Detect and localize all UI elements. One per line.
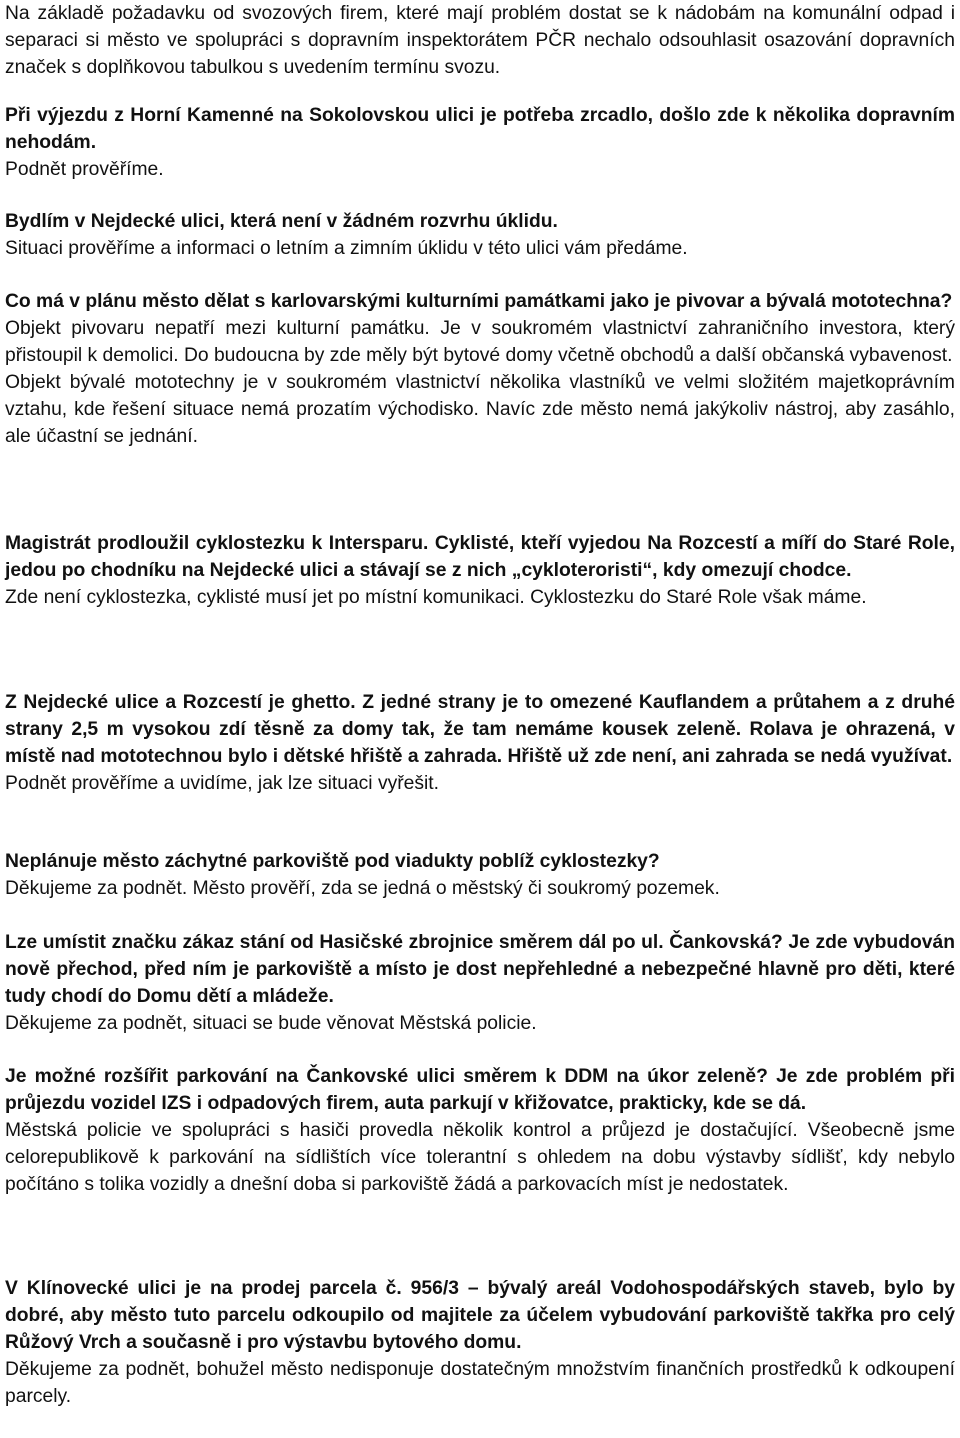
question-text: Co má v plánu město dělat s karlovarskými kulturními památkami jako je pivovar a bývalá mototechna? [5, 291, 953, 312]
answer-text: Děkujeme za podnět, bohužel město nedisponuje dostatečným množstvím finančních prostředků k odkoupení parcely. [5, 1359, 955, 1407]
question-text: V Klínovecké ulici je na prodej parcela č. 956/3 – bývalý areál Vodohospodářských staveb, bylo by dobré, aby město tuto parcelu odkoupilo od majitele za účelem vybudování parkoviště takřka pro celý Růžový Vrch a současně i pro výstavbu bytového domu. [5, 1278, 955, 1353]
qa-item-ghetto [5, 689, 955, 797]
question-text: Lze umístit značku zákaz stání od Hasičské zbrojnice směrem dál po ul. Čankovská? Je zde vybudován nově přechod, před ním je parkoviště a místo je dost nepřehledné a nebezpečné hlavně pro děti, které tudy chodí do Domu dětí a mládeže. [5, 932, 955, 1007]
question-text: Z Nejdecké ulice a Rozcestí je ghetto. Z jedné strany je to omezené Kauflandem a průtahem a z druhé strany 2,5 m vysokou zdí těsně za domy tak, že tam nemáme kousek zeleně. Rolava je ohrazená, v místě nad mototechnou bylo i dětské hřiště a zahrada. Hřiště už zde není, ani zahrada se nedá využívat. [5, 692, 955, 767]
qa-item-no-parking-sign [5, 929, 955, 1037]
answer-text: Podnět prověříme a uvidíme, jak lze situaci vyřešit. [5, 773, 440, 794]
answer-text: Zde není cyklostezka, cyklisté musí jet po místní komunikaci. Cyklostezku do Staré Role však máme. [5, 587, 867, 608]
answer-text: Děkujeme za podnět. Město prověří, zda se jedná o městský či soukromý pozemek. [5, 878, 720, 899]
question-text: Při výjezdu z Horní Kamenné na Sokolovskou ulici je potřeba zrcadlo, došlo zde k několika dopravním nehodám. [5, 105, 955, 153]
answer-text: Podnět prověříme. [5, 159, 164, 180]
qa-item-mirror [5, 102, 955, 183]
answer-text-continued: Objekt bývalé mototechny je v soukromém vlastnictví několika vlastníků ve velmi složitém majetkoprávním vztahu, kde řešení situace nemá prozatím východisko. Navíc zde město nemá jakýkoliv nástroj, aby zasáhlo, ale účastní se jednání. [5, 372, 955, 447]
question-text: Magistrát prodloužil cyklostezku k Intersparu. Cyklisté, kteří vyjedou Na Rozcestí a míří do Staré Role, jedou po chodníku na Nejdecké ulici a stávají se z nich „cykloteroristi“, kdy omezují chodce. [5, 533, 955, 581]
question-text: Bydlím v Nejdecké ulici, která není v žádném rozvrhu úklidu. [5, 211, 558, 232]
answer-text: Objekt pivovaru nepatří mezi kulturní památku. Je v soukromém vlastnictví zahraničního investora, který přistoupil k demolici. Do budoucna by zde měly být bytové domy včetně obchodů a další občanská vybavenost. [5, 318, 955, 366]
answer-text: Situaci prověříme a informaci o letním a zimním úklidu v této ulici vám předáme. [5, 238, 688, 259]
question-text: Neplánuje město záchytné parkoviště pod viadukty poblíž cyklostezky? [5, 851, 660, 872]
qa-item-parcel [5, 1275, 955, 1410]
answer-text: Městská policie ve spolupráci s hasiči provedla několik kontrol a průjezd je dostačující. Všeobecně jsme celorepublikově k parkování na sídlištích více tolerantní s ohledem na dobu výstavby sídlišť, kdy nebylo počítáno s tolika vozidly a dnešní doba si parkoviště žádá a parkovacích míst je nedostatek. [5, 1120, 955, 1195]
answer-text: Děkujeme za podnět, situaci se bude věnovat Městská policie. [5, 1013, 537, 1034]
qa-item-cleaning [5, 208, 955, 262]
qa-item-monuments [5, 288, 955, 450]
qa-item-parking-viaduct [5, 848, 955, 902]
intro-paragraph [5, 0, 955, 81]
qa-item-cankovska-parking [5, 1063, 955, 1198]
answer-text: Na základě požadavku od svozových firem, které mají problém dostat se k nádobám na komunální odpad i separaci si město ve spolupráci s dopravním inspektorátem PČR nechalo odsouhlasit osazování dopravních značek s doplňkovou tabulkou s uvedením termínu svozu. [5, 3, 955, 78]
qa-item-cycle-path [5, 530, 955, 611]
question-text: Je možné rozšířit parkování na Čankovské ulici směrem k DDM na úkor zeleně? Je zde problém při průjezdu vozidel IZS i odpadových firem, auta parkují v křižovatce, prakticky, kde se dá. [5, 1066, 955, 1114]
